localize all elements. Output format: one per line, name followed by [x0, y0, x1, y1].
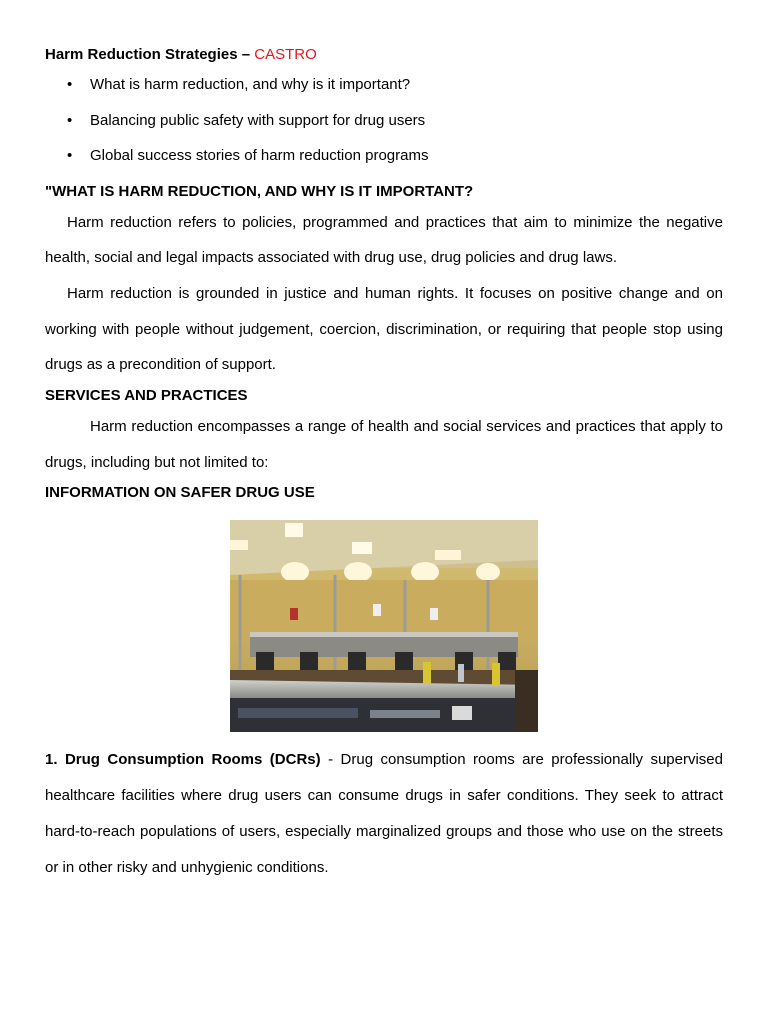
dcr-text: - Drug consumption rooms are professionally supervised healthcare facilities where drug users can consume drugs in safer conditions. They seek to attract hard-to-reach populations of users, especially marginalized groups and those who use on the streets or in other risky and unhygienic conditions.: [45, 751, 723, 876]
topic-item: [45, 143, 723, 169]
title-text: Harm Reduction Strategies –: [45, 46, 255, 63]
author-name: CASTRO: [254, 46, 317, 63]
consumption-room-illustration: [230, 520, 538, 732]
document-page: [45, 42, 723, 885]
dcr-lead: 1. Drug Consumption Rooms (DCRs): [45, 751, 321, 769]
topic-list: [45, 72, 723, 169]
topic-item-text: Balancing public safety with support for drug users: [90, 111, 426, 129]
paragraph-definition: Harm reduction refers to policies, programmed and practices that aim to minimize the negative health, social and legal impacts associated with drug use, drug policies and drug laws.: [45, 213, 723, 267]
topic-item: [45, 108, 723, 134]
topic-item-text: Global success stories of harm reduction programs: [90, 147, 429, 164]
section-heading-what-is: "WHAT IS HARM REDUCTION, AND WHY IS IT IMPORTANT?: [45, 182, 474, 200]
consumption-room-photo: [230, 520, 538, 732]
paragraph-justice: Harm reduction is grounded in justice and human rights. It focuses on positive change and on working with people without judgement, coercion, discrimination, or requiring that people stop using drugs as a precondition of support.: [45, 284, 723, 374]
bullet-icon: •: [67, 76, 73, 93]
paragraph-dcr: [45, 742, 723, 885]
paragraph-services: Harm reduction encompasses a range of health and social services and practices that apply to drugs, including but not limited to:: [45, 418, 723, 471]
section-heading-services: SERVICES AND PRACTICES: [45, 387, 248, 405]
section-heading-safer-use: INFORMATION ON SAFER DRUG USE: [45, 484, 315, 502]
bullet-icon: •: [67, 147, 73, 164]
topic-item-text: What is harm reduction, and why is it important?: [90, 76, 411, 93]
topic-item: [45, 72, 723, 98]
document-title: [45, 42, 723, 68]
bullet-icon: •: [67, 111, 73, 129]
